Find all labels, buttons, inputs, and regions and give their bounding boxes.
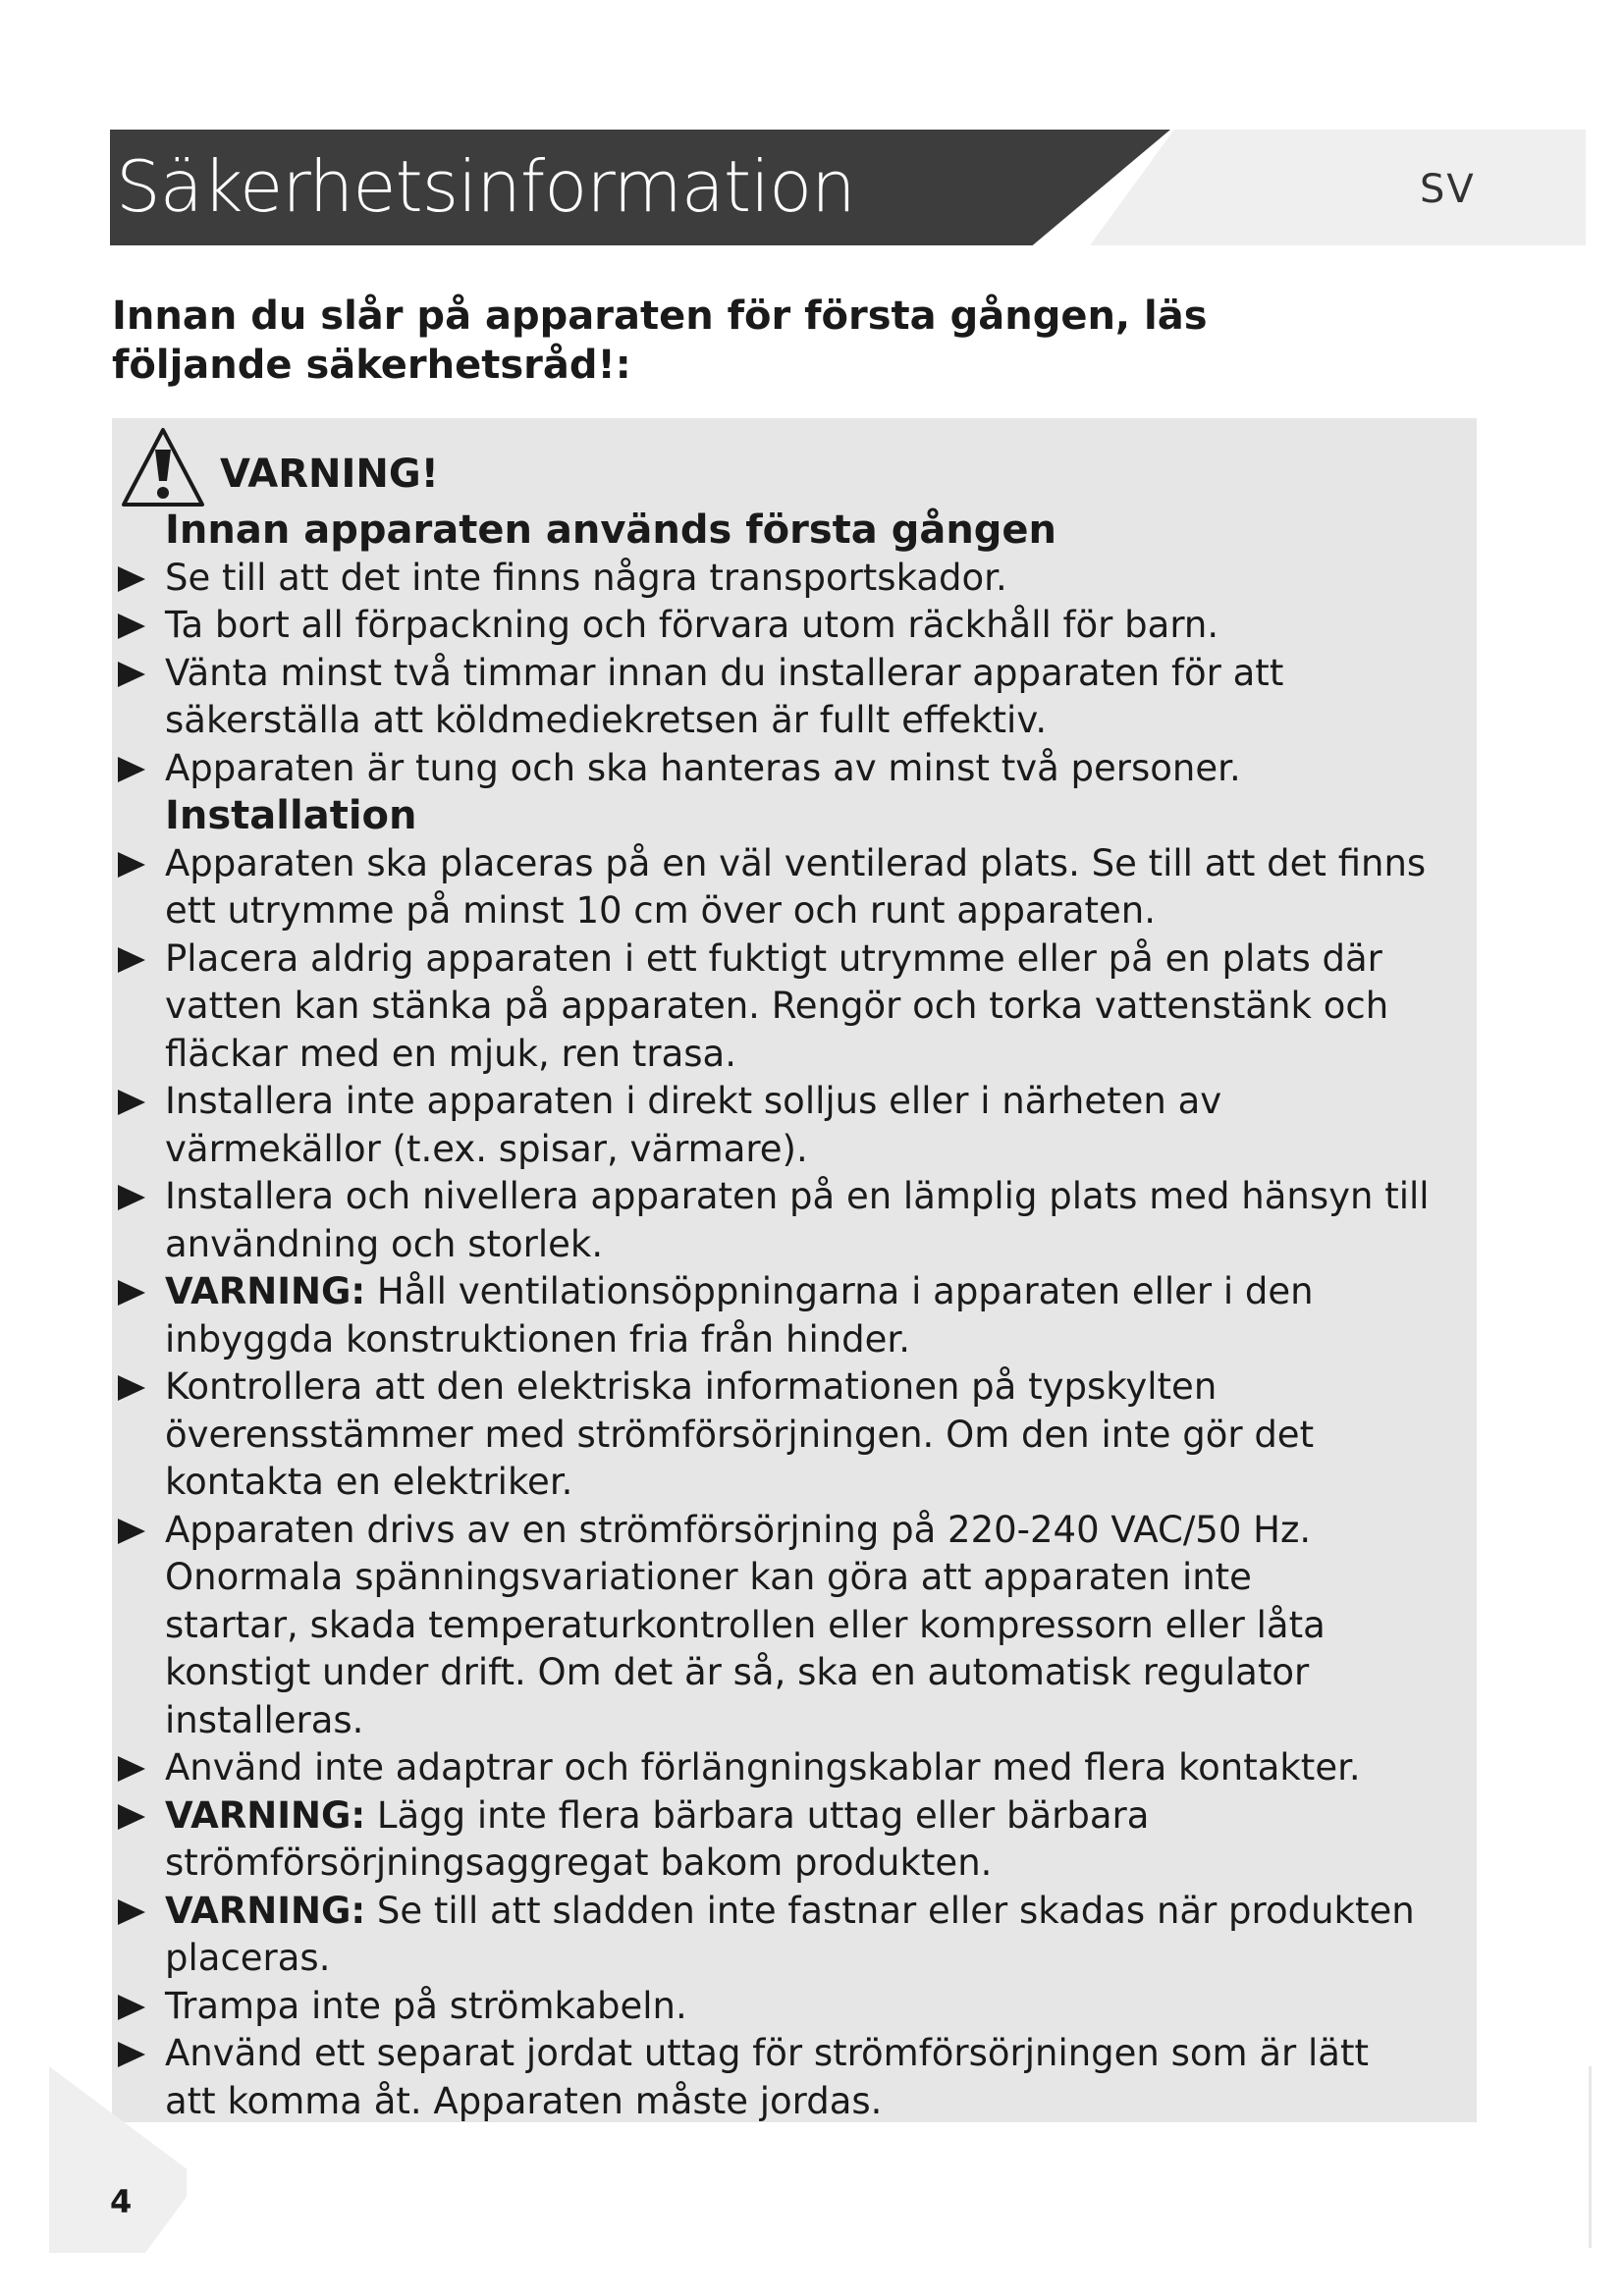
list-item-continuation — [112, 1459, 1477, 1507]
item-text: kontakta en elektriker. — [165, 1461, 573, 1503]
list-item — [112, 602, 1477, 650]
header-accent — [1090, 130, 1586, 245]
safety-list — [112, 507, 1477, 2122]
item-text: Apparaten ska placeras på en väl ventilerad plats. Se till att det finns — [165, 841, 1427, 884]
item-text: Apparaten drivs av en strömförsörjning på 220-240 VAC/50 Hz. — [165, 1508, 1312, 1551]
list-item-continuation — [112, 1554, 1477, 1602]
section-heading: Installation — [165, 793, 417, 838]
list-item-continuation — [112, 1126, 1477, 1174]
item-text: Placera aldrig apparaten i ett fuktigt utrymme eller på en plats där — [165, 936, 1382, 980]
item-text: startar, skada temperaturkontrollen eller kompressorn eller låta — [165, 1603, 1326, 1646]
item-text: att komma åt. Apparaten måste jordas. — [165, 2079, 883, 2122]
item-text: Se till att det inte finns några transportskador. — [165, 556, 1007, 599]
warning-label: VARNING: — [165, 1889, 366, 1932]
item-text: vatten kan stänka på apparaten. Rengör och torka vattenstänk och — [165, 985, 1389, 1027]
list-item — [112, 1268, 1477, 1316]
warning-panel — [112, 418, 1477, 2122]
list-item-continuation — [112, 1935, 1477, 1983]
list-item — [112, 1792, 1477, 1841]
list-item — [112, 1983, 1477, 2031]
list-item — [112, 840, 1477, 888]
list-item — [112, 650, 1477, 698]
item-text: Vänta minst två timmar innan du installerar apparaten för att — [165, 651, 1284, 694]
bullet-arrow-icon — [118, 1519, 145, 1544]
item-text: Trampa inte på strömkabeln. — [165, 1984, 687, 2027]
bullet-arrow-icon — [118, 1090, 145, 1115]
list-item — [112, 1744, 1477, 1792]
bullet-arrow-icon — [118, 1375, 145, 1401]
item-text: Installera och nivellera apparaten på en lämplig plats med hänsyn till — [165, 1175, 1430, 1217]
item-text: ett utrymme på minst 10 cm över och runt apparaten. — [165, 889, 1156, 932]
item-text: Kontrollera att den elektriska informationen på typskylten — [165, 1365, 1218, 1408]
list-item — [112, 2030, 1477, 2078]
section-heading: Innan apparaten används första gången — [165, 507, 1057, 553]
bullet-arrow-icon — [118, 1756, 145, 1782]
list-item — [112, 935, 1477, 984]
list-item-continuation — [112, 1697, 1477, 1745]
item-text: Lägg inte flera bärbara uttag eller bärbara — [365, 1793, 1150, 1837]
bullet-arrow-icon — [118, 852, 145, 878]
bullet-arrow-icon — [118, 1995, 145, 2020]
item-text: användning och storlek. — [165, 1222, 604, 1265]
item-text: Se till att sladden inte fastnar eller skadas när produkten — [365, 1889, 1415, 1932]
item-text: överensstämmer med strömförsörjningen. Om den inte gör det — [165, 1413, 1315, 1456]
bullet-arrow-icon — [118, 2042, 145, 2067]
warning-triangle-icon — [118, 424, 208, 510]
bullet-arrow-icon — [118, 662, 145, 687]
item-text: säkerställa att köldmediekretsen är fullt effektiv. — [165, 699, 1048, 741]
page-number: 4 — [110, 2183, 133, 2220]
language-code: SV — [1420, 167, 1476, 212]
list-item — [112, 1507, 1477, 1555]
list-item-continuation — [112, 983, 1477, 1031]
bullet-arrow-icon — [118, 614, 145, 639]
list-item — [112, 1888, 1477, 1936]
list-item-continuation — [112, 1602, 1477, 1650]
bullet-arrow-icon — [118, 1185, 145, 1210]
warning-title: VARNING! — [220, 452, 439, 497]
item-text: fläckar med en mjuk, ren trasa. — [165, 1032, 736, 1075]
list-item — [112, 745, 1477, 793]
edge-decoration — [1589, 2066, 1592, 2248]
bullet-arrow-icon — [118, 947, 145, 973]
item-text: Installera inte apparaten i direkt solljus eller i närheten av — [165, 1080, 1222, 1122]
list-item-continuation — [112, 697, 1477, 745]
list-item-continuation — [112, 1316, 1477, 1364]
list-item-continuation — [112, 1649, 1477, 1697]
bullet-arrow-icon — [118, 1280, 145, 1306]
bullet-arrow-icon — [118, 1804, 145, 1830]
item-text: konstigt under drift. Om det är så, ska en automatisk regulator — [165, 1651, 1310, 1693]
page-title: Säkerhetsinformation — [116, 145, 855, 228]
list-item-continuation — [112, 2078, 1477, 2123]
bullet-arrow-icon — [118, 1899, 145, 1925]
item-text: inbyggda konstruktionen fria från hinder. — [165, 1317, 911, 1361]
item-text: Använd ett separat jordat uttag för strömförsörjningen som är lätt — [165, 2032, 1369, 2074]
list-item — [112, 1078, 1477, 1126]
warning-label: VARNING: — [165, 1270, 366, 1312]
list-item-continuation — [112, 1031, 1477, 1079]
item-text: strömförsörjningsaggregat bakom produkten. — [165, 1842, 993, 1884]
intro-text: Innan du slår på apparaten för första gången, läs följande säkerhetsråd!: — [112, 294, 1208, 388]
list-item-continuation — [112, 1412, 1477, 1460]
item-text: värmekällor (t.ex. spisar, värmare). — [165, 1127, 808, 1170]
list-item-continuation — [112, 887, 1477, 935]
bullet-arrow-icon — [118, 566, 145, 592]
item-text: Ta bort all förpackning och förvara utom räckhåll för barn. — [165, 604, 1219, 646]
item-text: Använd inte adaptrar och förlängningskablar med flera kontakter. — [165, 1746, 1361, 1789]
item-text: Håll ventilationsöppningarna i apparaten eller i den — [365, 1270, 1314, 1312]
bullet-arrow-icon — [118, 757, 145, 782]
item-text: Onormala spänningsvariationer kan göra att apparaten inte — [165, 1556, 1252, 1598]
list-item-continuation — [112, 1221, 1477, 1269]
list-item — [112, 1363, 1477, 1412]
warning-label: VARNING: — [165, 1793, 366, 1837]
list-item — [112, 1173, 1477, 1221]
list-item-continuation — [112, 1840, 1477, 1888]
item-text: installeras. — [165, 1698, 364, 1741]
item-text: placeras. — [165, 1937, 331, 1979]
item-text: Apparaten är tung och ska hanteras av minst två personer. — [165, 746, 1241, 789]
list-item — [112, 555, 1477, 603]
